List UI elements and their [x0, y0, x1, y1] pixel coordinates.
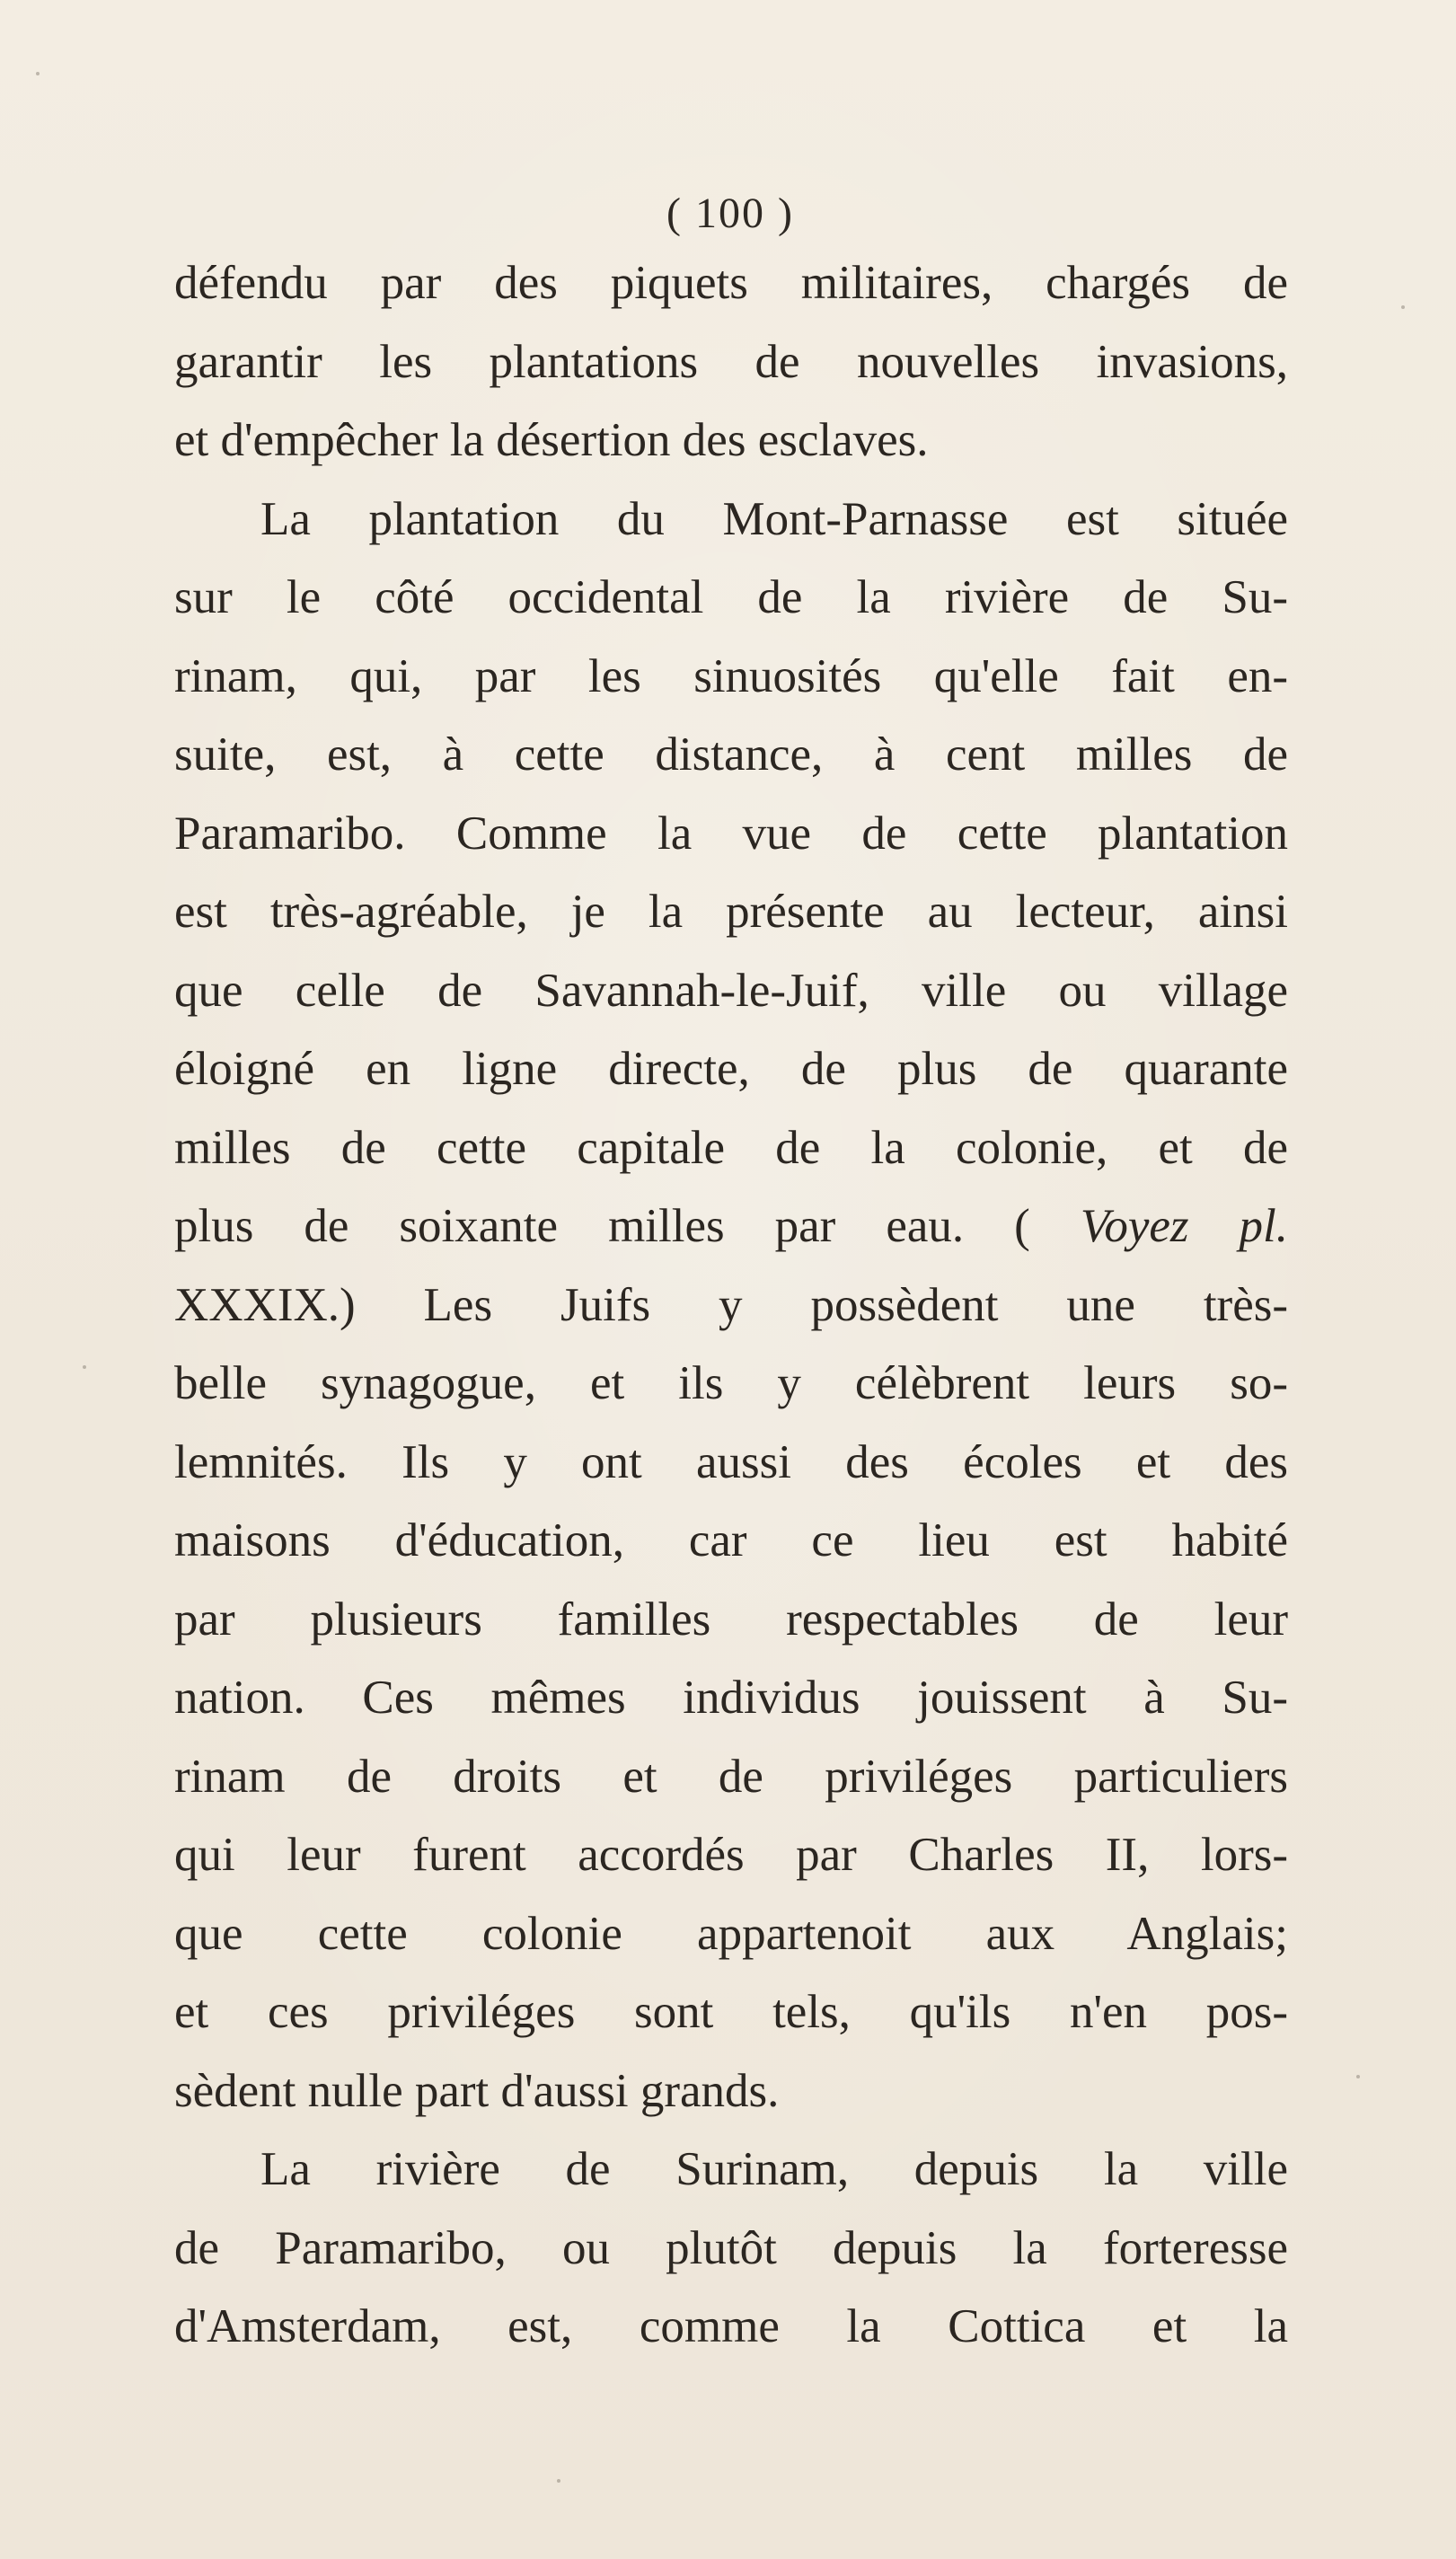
text-line: et d'empêcher la désertion des esclaves. — [174, 414, 929, 466]
text-line: suite, est, à cette distance, à cent milles de — [174, 728, 1288, 781]
text-line: lemnités. Ils y ont aussi des écoles et des — [174, 1435, 1288, 1488]
text-line: est très-agréable, je la présente au lecteur, ainsi — [174, 886, 1288, 938]
plate-reference: Voyez pl. — [1080, 1200, 1289, 1252]
text-line: éloigné en ligne directe, de plus de quarante — [174, 1043, 1288, 1095]
text-line: que celle de Savannah-le-Juif, ville ou village — [174, 964, 1288, 1017]
text-line: et ces priviléges sont tels, qu'ils n'en pos- — [174, 1986, 1288, 2038]
paper-speck — [36, 72, 40, 75]
paper-speck — [1401, 305, 1405, 309]
text-line: sèdent nulle part d'aussi grands. — [174, 2064, 780, 2117]
text-line: rinam, qui, par les sinuosités qu'elle fait en- — [174, 649, 1288, 702]
text-line: XXXIX.) Les Juifs y possèdent une très- — [174, 1278, 1288, 1331]
text-fragment: plus de soixante milles par eau. ( — [174, 1200, 1030, 1252]
text-line: maisons d'éducation, car ce lieu est habité — [174, 1514, 1288, 1566]
page-number: ( 100 ) — [666, 190, 794, 237]
text-line: que cette colonie appartenoit aux Anglais; — [174, 1907, 1288, 1960]
text-line: défendu par des piquets militaires, chargés de — [174, 257, 1288, 309]
paper-speck — [557, 2479, 560, 2483]
paragraph-start-line: La rivière de Surinam, depuis la ville — [260, 2143, 1288, 2195]
text-line: Paramaribo. Comme la vue de cette plantation — [174, 807, 1288, 860]
text-line: de Paramaribo, ou plutôt depuis la forteresse — [174, 2221, 1288, 2274]
text-line: qui leur furent accordés par Charles II, lors- — [174, 1829, 1288, 1881]
text-line: sur le côté occidental de la rivière de Su- — [174, 571, 1288, 623]
paper-speck — [1356, 2075, 1360, 2078]
text-line: d'Amsterdam, est, comme la Cottica et la — [174, 2300, 1288, 2352]
text-line: garantir les plantations de nouvelles invasions, — [174, 335, 1288, 388]
text-line: par plusieurs familles respectables de leur — [174, 1593, 1288, 1646]
text-line: belle synagogue, et ils y célèbrent leurs so- — [174, 1357, 1288, 1409]
body-text — [174, 244, 1288, 2367]
text-line-with-reference — [174, 1187, 1288, 1266]
text-line: milles de cette capitale de la colonie, et de — [174, 1121, 1288, 1174]
paragraph-start-line: La plantation du Mont-Parnasse est située — [260, 492, 1288, 545]
text-line: rinam de droits et de priviléges particuliers — [174, 1750, 1288, 1803]
paper-speck — [83, 1365, 86, 1369]
text-line: nation. Ces mêmes individus jouissent à Su- — [174, 1672, 1288, 1724]
